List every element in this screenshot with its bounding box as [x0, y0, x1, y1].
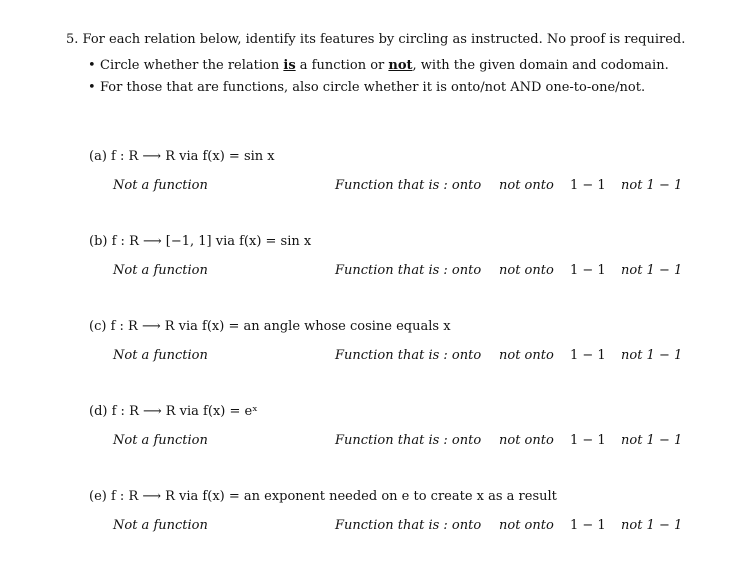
- option-not-function-d[interactable]: Not a function: [113, 433, 208, 448]
- option-one-to-one-b[interactable]: 1 − 1: [570, 263, 606, 278]
- part-c-relation: (c) f : R ⟶ R via f(x) = an angle whose cosine equals x: [89, 319, 451, 334]
- option-one-to-one-d[interactable]: 1 − 1: [570, 433, 606, 448]
- option-not-one-to-one-b[interactable]: not 1 − 1: [621, 263, 683, 278]
- option-onto-e[interactable]: Function that is : onto: [335, 518, 482, 533]
- option-not-function-e[interactable]: Not a function: [113, 518, 208, 533]
- bullet-icon: •: [88, 80, 96, 95]
- part-a-relation: (a) f : R ⟶ R via f(x) = sin x: [89, 149, 275, 164]
- part-e-relation: (e) f : R ⟶ R via f(x) = an exponent needed on e to create x as a result: [89, 489, 557, 504]
- option-onto-b[interactable]: Function that is : onto: [335, 263, 482, 278]
- option-not-function-a[interactable]: Not a function: [113, 178, 208, 193]
- option-onto-c[interactable]: Function that is : onto: [335, 348, 482, 363]
- option-not-one-to-one-c[interactable]: not 1 − 1: [621, 348, 683, 363]
- option-one-to-one-a[interactable]: 1 − 1: [570, 178, 606, 193]
- option-not-onto-d[interactable]: not onto: [499, 433, 554, 448]
- option-not-onto-b[interactable]: not onto: [499, 263, 554, 278]
- question-heading: [66, 32, 685, 47]
- option-not-onto-e[interactable]: not onto: [499, 518, 554, 533]
- option-one-to-one-c[interactable]: 1 − 1: [570, 348, 606, 363]
- part-d-relation: (d) f : R ⟶ R via f(x) = eˣ: [89, 404, 258, 419]
- option-not-function-c[interactable]: Not a function: [113, 348, 208, 363]
- option-one-to-one-e[interactable]: 1 − 1: [570, 518, 606, 533]
- part-b-relation: (b) f : R ⟶ [−1, 1] via f(x) = sin x: [89, 234, 312, 249]
- option-not-onto-a[interactable]: not onto: [499, 178, 554, 193]
- option-not-onto-c[interactable]: not onto: [499, 348, 554, 363]
- bullet-icon: •: [88, 58, 96, 73]
- option-not-one-to-one-e[interactable]: not 1 − 1: [621, 518, 683, 533]
- instruction-bullet-1: • Circle whether the relation is a function or not, with the given domain and codomain.: [88, 58, 669, 73]
- instruction-bullet-2: • For those that are functions, also circle whether it is onto/not AND one-to-one/not.: [88, 80, 646, 95]
- option-not-one-to-one-d[interactable]: not 1 − 1: [621, 433, 683, 448]
- question-number: 5.: [66, 32, 79, 47]
- option-onto-a[interactable]: Function that is : onto: [335, 178, 482, 193]
- option-not-function-b[interactable]: Not a function: [113, 263, 208, 278]
- option-onto-d[interactable]: Function that is : onto: [335, 433, 482, 448]
- option-not-one-to-one-a[interactable]: not 1 − 1: [621, 178, 683, 193]
- question-prompt: For each relation below, identify its features by circling as instructed. No proof is required.: [82, 32, 686, 47]
